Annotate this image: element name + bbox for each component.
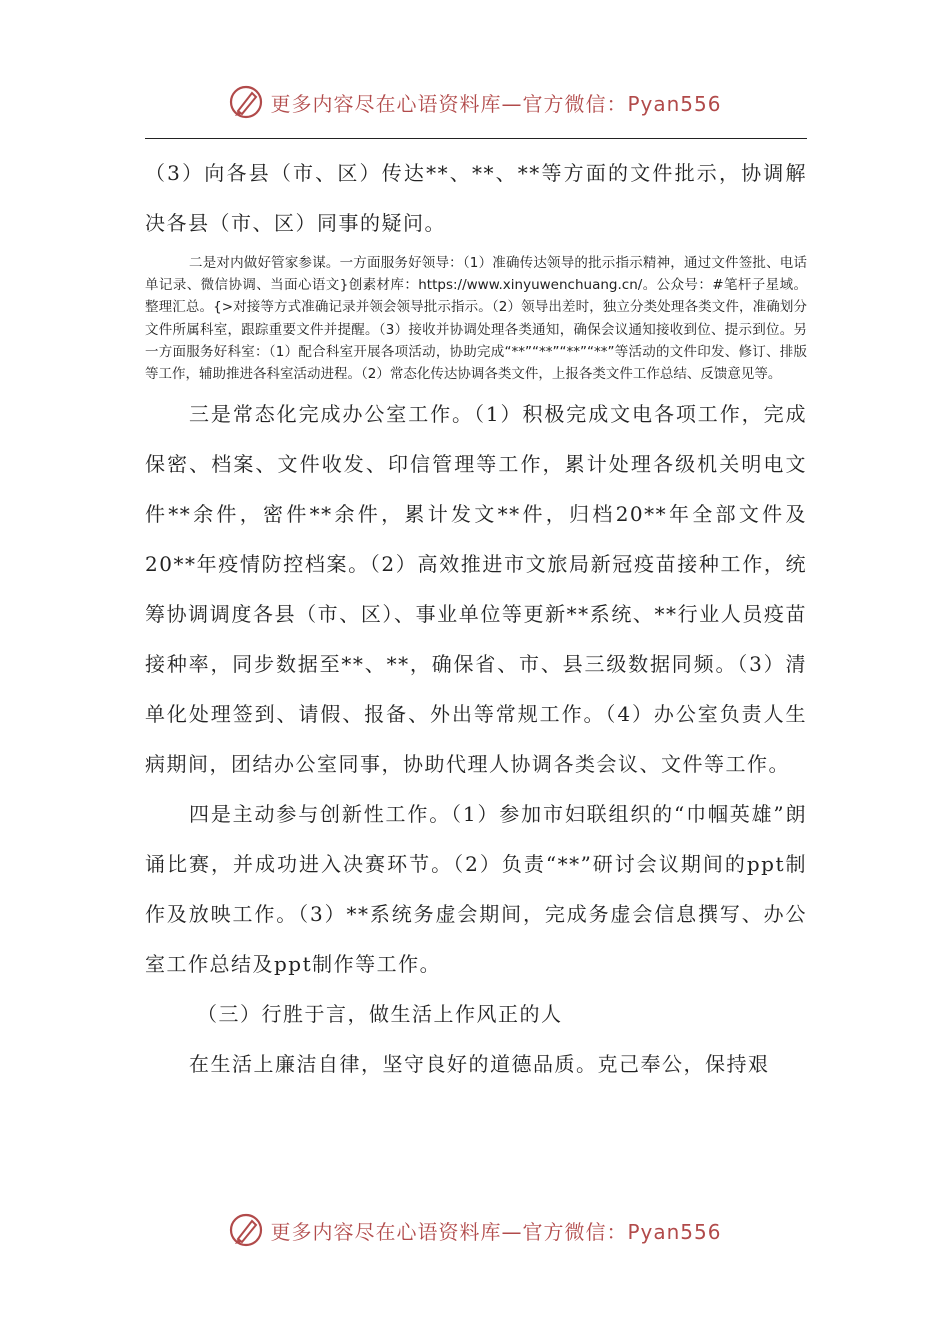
document-body bbox=[145, 148, 807, 1089]
pen-nib-icon bbox=[228, 1212, 264, 1248]
header-banner-text: 更多内容尽在心语资料库—官方微信：Pyan556 bbox=[270, 91, 722, 116]
paragraph-4: 四是主动参与创新性工作。（1）参加市妇联组织的“巾帼英雄”朗诵比赛，并成功进入决赛环节。（2）负责“**”研讨会议期间的ppt制作及放映工作。（3）**系统务虚会期间，完成务虚会信息撰写、办公室工作总结及ppt制作等工作。 bbox=[145, 802, 807, 977]
paragraph-3: 三是常态化完成办公室工作。（1）积极完成文电各项工作，完成保密、档案、文件收发、印信管理等工作，累计处理各级机关明电文件**余件，密件**余件，累计发文**件，归档20**年全部文件及20**年疫情防控档案。（2）高效推进市文旅局新冠疫苗接种工作，统筹协调调度各县（市、区）、事业单位等更新**系统、**行业人员疫苗接种率，同步数据至**、**，确保省、市、县三级数据同频。（3）清单化处理签到、请假、报备、外出等常规工作。（4）办公室负责人生病期间，团结办公室同事，协助代理人协调各类会议、文件等工作。 bbox=[145, 402, 807, 777]
header-banner bbox=[0, 82, 950, 122]
footer-banner bbox=[0, 1210, 950, 1250]
paragraph-2: 二是对内做好管家参谋。一方面服务好领导：（1）准确传达领导的批示指示精神，通过文件签批、电话单记录、微信协调、当面心语文}创素材库：https://www.xinyuwenchuang.cn/。公众号：#笔杆子星域。整理汇总。{>对接等方式准确记录并领会领导批示指示。（2）领导出差时，独立分类处理各类文件，准确划分文件所属科室，跟踪重要文件并提醒。（3）接收并协调处理各类通知，确保会议通知接收到位、提示到位。另一方面服务好科室：（1）配合科室开展各项活动，协助完成“**”“**”“**”“**”等活动的文件印发、修订、排版等工作，辅助推进各科室活动进程。（2）常态化传达协调各类文件，上报各类文件工作总结、反馈意见等。 bbox=[145, 255, 807, 383]
header-divider bbox=[145, 138, 807, 139]
section-heading: （三）行胜于言，做生活上作风正的人 bbox=[197, 1002, 563, 1027]
footer-banner-text: 更多内容尽在心语资料库—官方微信：Pyan556 bbox=[270, 1219, 722, 1244]
paragraph-6: 在生活上廉洁自律，坚守良好的道德品质。克己奉公，保持艰 bbox=[189, 1052, 770, 1077]
paragraph-1: （3）向各县（市、区）传达**、**、**等方面的文件批示，协调解决各县（市、区）同事的疑问。 bbox=[145, 161, 807, 235]
pen-nib-icon bbox=[228, 84, 264, 120]
